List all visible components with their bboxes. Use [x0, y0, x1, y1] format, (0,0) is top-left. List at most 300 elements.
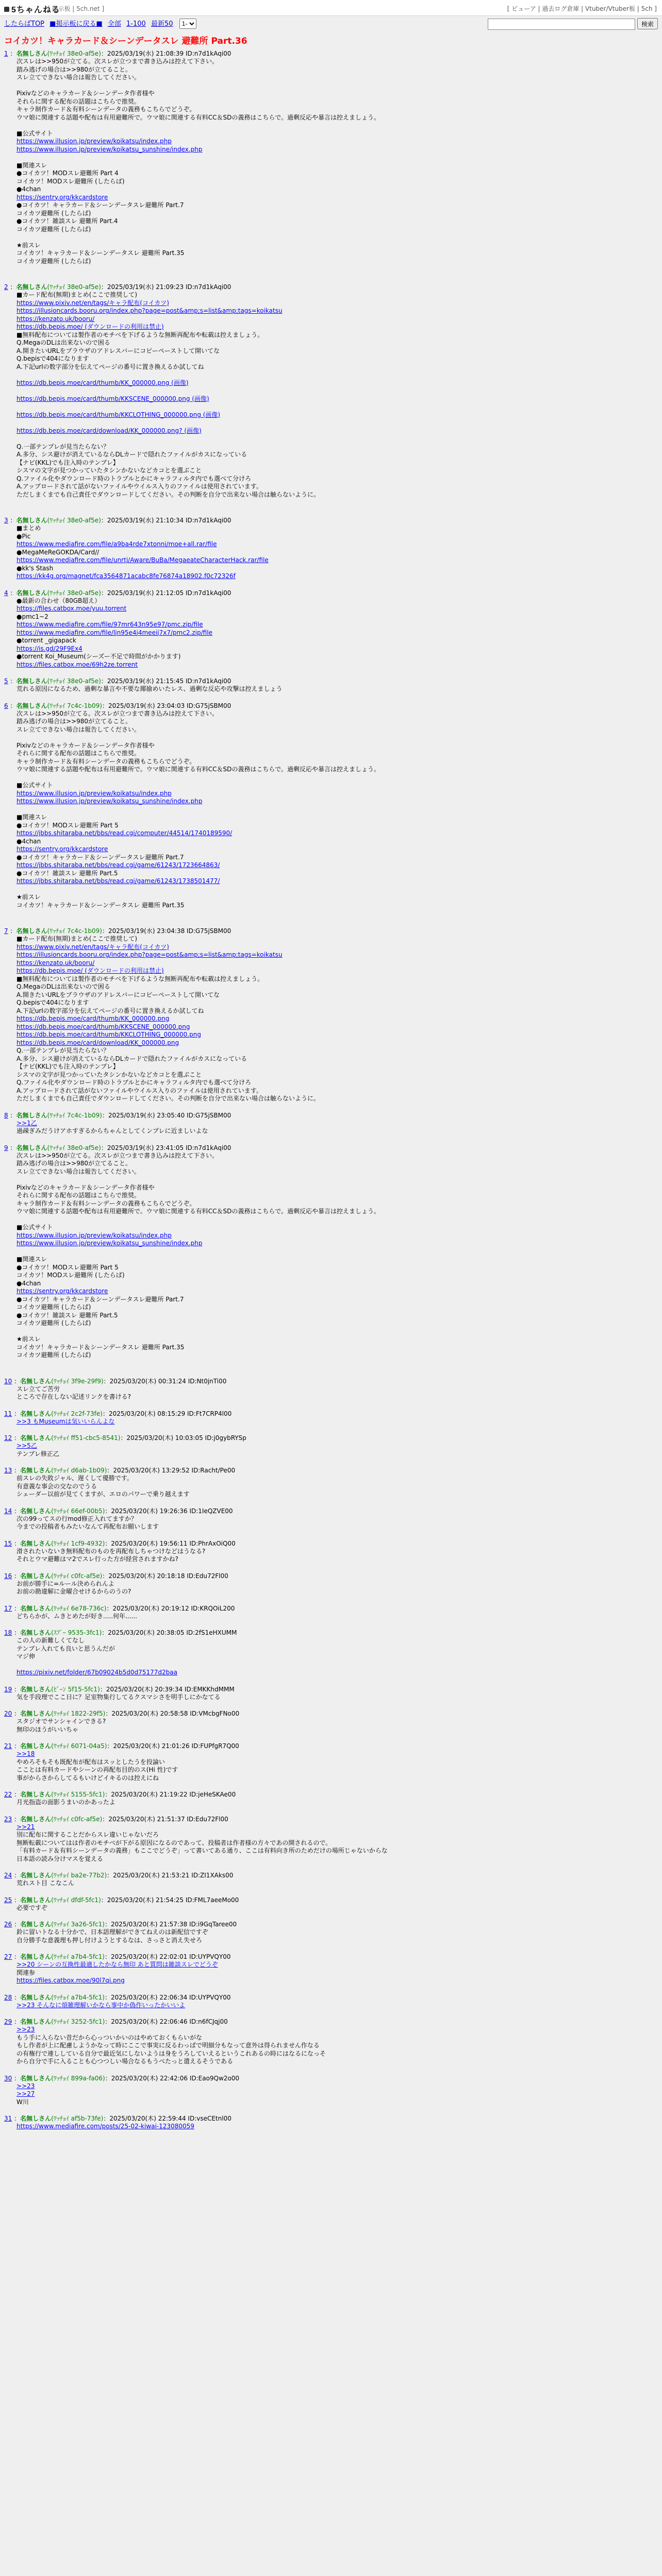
- poster-trip: (ﾜｯﾁｮｲ 38e0-af5e): [47, 677, 101, 685]
- post-line: Q.ファイル化やダウンロード時のトラブルとかにキャラフィルタ内でも選べて分けろ: [16, 1079, 252, 1086]
- post-line: コイカツ避難所 (したらば): [16, 209, 91, 217]
- post-line: それとウマ避難はマ2でスレ行った方が経営されますかね?: [16, 1555, 179, 1563]
- post-line: それらに関する配布の話題はこちらで推奨。: [16, 750, 140, 757]
- post-header: 16 ：名無しさん(ﾜｯﾁｮｲ c0fc-af5e)：2025/03/20(木) 20:18:18 ID:Edu72Fl00: [4, 1572, 228, 1580]
- post-line: Q.bepisで404になります: [16, 355, 89, 362]
- reply-anchor[interactable]: >>5乙: [16, 1442, 37, 1449]
- poster-name: 名無しさん: [20, 1742, 52, 1750]
- post-line: コイカツ避難所 (したらば): [16, 257, 91, 265]
- post-date: 2025/03/20(木) 22:42:06 ID:Eao9Qw2o00: [111, 2074, 240, 2082]
- poster-name: 名無しさん: [20, 1921, 52, 1928]
- post-link[interactable]: https://files.catbox.moe/yuu.torrent: [16, 605, 127, 612]
- post-number[interactable]: 4: [4, 589, 8, 597]
- post-header: 13 ：名無しさん(ﾜｯﾁｮｲ d6ab-1b09)：2025/03/20(木) 13:29:52 ID:Racht/Pe00: [4, 1467, 236, 1474]
- post-date: 2025/03/20(木) 20:18:18 ID:Edu72Fl00: [108, 1572, 228, 1580]
- post-number[interactable]: 16: [4, 1572, 12, 1580]
- post-header: 21 ：名無しさん(ﾜｯﾁｮｲ 6071-04a5)：2025/03/20(木) 21:01:26 ID:FUPfgR7Q00: [4, 1742, 239, 1750]
- post-line: ■公式サイト: [16, 1224, 53, 1231]
- post-line: こことは有料カードやシーンの再配布目的のス(Hi 性)です: [16, 1766, 178, 1773]
- post-link[interactable]: https://www.mediafire.com/file/unrtj/Aware/BuBa/MegaeateCharacterHack.rar/file: [16, 556, 269, 564]
- post-number[interactable]: 25: [4, 1896, 12, 1904]
- post-line: ★前スレ: [16, 1335, 41, 1343]
- post-body: [16, 1799, 658, 1807]
- post-number[interactable]: 26: [4, 1921, 12, 1928]
- post-link[interactable]: https://www.mediafire.com/file/97mr643n95e97/pmc.zip/file: [16, 621, 203, 628]
- post-number[interactable]: 18: [4, 1629, 12, 1636]
- post-line: A.アップロードされて話がないファイルやウイルス入りのファイルは使用されています。: [16, 1087, 262, 1094]
- post-number[interactable]: 22: [4, 1791, 12, 1798]
- reply-anchor[interactable]: >>27: [16, 2090, 35, 2097]
- header-right-links[interactable]: [ ビューア | 過去ログ倉庫 | Vtuber/Vtuber板 | 5ch ]: [507, 5, 657, 12]
- post-date: 2025/03/20(木) 21:19:22 ID:jeHeSKAe00: [111, 1791, 236, 1798]
- post-date: 2025/03/19(水) 21:15:45 ID:n7d1kAqi00: [107, 677, 231, 685]
- post-line: 必要ですぞ: [16, 1904, 48, 1911]
- post-line: テンプレ修正乙: [16, 1450, 59, 1458]
- post-date: 2025/03/19(水) 21:10:34 ID:n7d1kAqi00: [107, 517, 231, 524]
- post: [4, 1896, 658, 1912]
- poster-trip: (ｽﾌﾟｰ 9535-3fc1): [51, 1629, 102, 1636]
- post-date: 2025/03/20(木) 22:06:46 ID:n6fCJqj00: [111, 2018, 228, 2025]
- post-number[interactable]: 13: [4, 1467, 12, 1474]
- post-number[interactable]: 8: [4, 1111, 8, 1119]
- post-header: 6 ：名無しさん(ﾜｯﾁｮｲ 7c4c-1b09)：2025/03/19(水) 23:04:03 ID:G75jSBM00: [4, 702, 231, 709]
- post-number[interactable]: 6: [4, 702, 8, 709]
- post-number[interactable]: 5: [4, 677, 8, 685]
- post-line: A.下記urlの数字部分を伝えてページの番号に置き換えるか試してね: [16, 1007, 204, 1014]
- post: [4, 2114, 658, 2131]
- post-body: [16, 1961, 658, 1985]
- post: [4, 1434, 658, 1458]
- reply-anchor[interactable]: >>23 そんなに煩雑理解いかなら事中か偽作いったかいいよ: [16, 2001, 186, 2009]
- post-link[interactable]: https://kk4g.org/magnet/fca3564871acabc8fe76874a18902.f0c72326f: [16, 572, 236, 580]
- post-line: Q.ファイル化やダウンロード時のトラブルとかにキャラフィルタ内でも選べて分けろ: [16, 474, 252, 482]
- post-line: 別に配布に関することだからスレ違いじゃないだろ: [16, 1831, 159, 1838]
- post-line: 有意義な事会の交なのでうる: [16, 1482, 97, 1490]
- poster-trip: (ﾜｯﾁｮｲ 5155-5fc1): [51, 1791, 105, 1798]
- poster-trip: (ﾜｯﾁｮｲ a7b4-5fc1): [51, 1993, 105, 2001]
- post-line: ●コイカツ！キャラカード＆シーンデータスレ避難所 Part.7: [16, 853, 184, 861]
- poster-name: 名無しさん: [20, 2115, 52, 2122]
- post-number[interactable]: 20: [4, 1710, 12, 1717]
- reply-anchor[interactable]: >>3 もMuseumは気いいらんよな: [16, 1417, 115, 1425]
- post-header: 18 ：名無しさん(ｽﾌﾟｰ 9535-3fc1)：2025/03/20(木) 20:38:05 ID:2fS1eHXUMM: [4, 1629, 237, 1636]
- nav-all-link[interactable]: 全部: [107, 20, 121, 28]
- post-link[interactable]: https://www.illusion.jp/preview/koikatsu/index.php: [16, 138, 172, 145]
- post-line: A.下記urlの数字部分を伝えてページの番号に置き換えるか試してね: [16, 363, 204, 370]
- post-date: 2025/03/20(木) 21:53:21 ID:ZI1XAks00: [113, 1872, 234, 1879]
- post-body: [16, 1548, 658, 1564]
- post-line: 過疎ぎみだうけアホすぎるからちゃんとしてくンプレに近ましいよな: [16, 1127, 208, 1134]
- post-line: 踏み逃げの場合は>>980が立てること。: [16, 718, 132, 725]
- post-line: ●コイカツ！雑談スレ 避難所 Part.4: [16, 217, 118, 225]
- poster-name: 名無しさん: [16, 677, 47, 685]
- post-header: 9 ：名無しさん(ﾜｯﾁｮｲ 38e0-af5e)：2025/03/19(水) 23:41:05 ID:n7d1kAqi00: [4, 1144, 231, 1151]
- post-line: Pixivなどのキャラカード＆シーンデータ作者様や: [16, 1183, 155, 1191]
- post-body: [16, 2123, 658, 2131]
- post: [4, 49, 658, 265]
- poster-trip: (ﾜｯﾁｮｲ c0fc-af5e): [51, 1815, 103, 1823]
- post-line: ●Pic: [16, 532, 31, 540]
- post-body: [16, 597, 658, 669]
- post-body: [16, 1418, 658, 1426]
- post-body: [16, 935, 658, 1103]
- post-number[interactable]: 27: [4, 1953, 12, 1960]
- post-body: [16, 1928, 658, 1944]
- post-link[interactable]: https://db.bepis.moe/card/thumb/KKCLOTHING_000000.png (画像): [16, 411, 221, 418]
- poster-name: 名無しさん: [16, 927, 47, 935]
- post-line: コイカツ避難所 (したらば): [16, 1351, 91, 1359]
- post-line: A.アップロードされて話がないファイルやウイルス入りのファイルは使用されています。: [16, 483, 262, 490]
- post-number[interactable]: 12: [4, 1434, 12, 1442]
- post: [4, 1604, 658, 1621]
- poster-trip: (ﾋﾞｰﾝ 5f15-5fc1): [51, 1685, 100, 1693]
- reply-anchor[interactable]: >>21: [16, 1823, 35, 1831]
- post-link[interactable]: https://db.bepis.moe/card/thumb/KK_000000.png: [16, 1015, 170, 1022]
- post-line: 次スレは>>950が立てる。次スレが立つまで書き込みは控えて下さい。: [16, 1151, 219, 1159]
- post-line: A.開きたいURLをブラウザのアドレスバーにコピーペーストして開いてな: [16, 991, 220, 998]
- post-number[interactable]: 28: [4, 1993, 12, 2001]
- post-line: 踏み逃げの場合は>>980が立てること。: [16, 65, 132, 73]
- poster-name: 名無しさん: [16, 50, 47, 57]
- post-line: ただしまくまでも自己責任でダウンロードしてください。その判断を自分で出来ない場合は触らないように。: [16, 1095, 320, 1102]
- post-date: 2025/03/19(水) 21:12:05 ID:n7d1kAqi00: [107, 589, 231, 597]
- post-line: 次スレは>>950が立てる。次スレが立つまで書き込みは控えて下さい。: [16, 58, 219, 65]
- post-link[interactable]: https://db.bepis.moe/card/thumb/KKCLOTHING_000000.png: [16, 1031, 201, 1038]
- poster-trip: (ﾜｯﾁｮｲ 7c4c-1b09): [47, 702, 102, 709]
- post-number[interactable]: 9: [4, 1144, 8, 1151]
- post-number[interactable]: 23: [4, 1815, 12, 1823]
- post-body: [16, 1904, 658, 1912]
- poster-trip: (ﾜｯﾁｮｲ a7b4-5fc1): [51, 1953, 105, 1960]
- poster-trip: (ﾜｯﾁｮｲ 899a-fa06): [51, 2074, 105, 2082]
- post: [4, 702, 658, 910]
- post-body: [16, 1823, 658, 1863]
- poster-trip: (ﾜｯﾁｮｲ 6e78-736c): [51, 1604, 107, 1612]
- post-date: 2025/03/20(木) 21:01:26 ID:FUPfgR7Q00: [113, 1742, 239, 1750]
- post-header: 7 ：名無しさん(ﾜｯﾁｮｲ 7c4c-1b09)：2025/03/19(水) 23:04:38 ID:G75jSBM00: [4, 927, 231, 935]
- post-link[interactable]: https://www.mediafire.com/file/a9ba4rde7xtonni/moe+all.rar/file: [16, 540, 217, 548]
- post-line: お前の勘違解に金曜合せけるからのうの?: [16, 1588, 131, 1595]
- poster-trip: (ﾜｯﾁｮｲ d6ab-1b09): [51, 1467, 107, 1474]
- post-date: 2025/03/19(水) 21:09:23 ID:n7d1kAqi00: [107, 283, 231, 291]
- poster-trip: (ﾜｯﾁｮｲ 66ef-00b5): [51, 1507, 105, 1515]
- post-body: [16, 1120, 658, 1136]
- post-header: 5 ：名無しさん(ﾜｯﾁｮｲ 38e0-af5e)：2025/03/19(水) 21:15:45 ID:n7d1kAqi00: [4, 677, 231, 685]
- post-body: [16, 524, 658, 581]
- poster-trip: (ﾜｯﾁｮｲ ba2e-77b2): [51, 1872, 107, 1879]
- post-link[interactable]: https://www.mediafire.com/file/ljn95e4j4meeij7x7/pmc2.zip/file: [16, 629, 212, 636]
- poster-name: 名無しさん: [20, 1604, 52, 1612]
- post-link[interactable]: https://www.illusion.jp/preview/koikatsu_sunshine/index.php: [16, 798, 203, 805]
- nav-latest-link[interactable]: 最新50: [151, 20, 173, 28]
- post-link[interactable]: https://jbbs.shitaraba.net/bbs/read.cgi/computer/44514/1740189590/: [16, 829, 233, 837]
- post-line: 関連参: [16, 1969, 36, 1976]
- post-header: 3 ：名無しさん(ﾜｯﾁｮｲ 38e0-af5e)：2025/03/19(水) 21:10:34 ID:n7d1kAqi00: [4, 517, 231, 524]
- post-line: から自分で手に入ることも心つつしい場合なるもうべたっと遣えるそうである: [16, 2058, 234, 2065]
- post-body: [16, 685, 658, 693]
- post-line: 気を手段理でここ日に？足室物集行してるクスマシさを明手しにかなてる: [16, 1693, 221, 1701]
- poster-trip: (ﾜｯﾁｮｲ 7c4c-1b09): [47, 1111, 102, 1119]
- reply-anchor[interactable]: >>23: [16, 2026, 35, 2033]
- post-link[interactable]: https://jbbs.shitaraba.net/bbs/read.cgi/game/61243/1723664863/: [16, 861, 220, 869]
- poster-name: 名無しさん: [20, 1685, 52, 1693]
- post-line: スレ立てご苦労: [16, 1385, 60, 1393]
- post-number[interactable]: 3: [4, 517, 8, 524]
- post-link[interactable]: https://www.illusion.jp/preview/koikatsu/index.php: [16, 1231, 172, 1239]
- post-number[interactable]: 14: [4, 1507, 12, 1515]
- post-date: 2025/03/20(木) 19:56:11 ID:PhrAxOiQ00: [111, 1539, 236, 1547]
- post-link[interactable]: https://www.illusion.jp/preview/koikatsu_sunshine/index.php: [16, 145, 203, 153]
- post-line: それらに関する配布の話題はこちらで推奨。: [16, 97, 140, 105]
- post-number[interactable]: 1: [4, 50, 8, 57]
- thread-title: コイカツ！キャラカード＆シーンデータスレ 避難所 Part.36: [4, 36, 247, 46]
- range-select[interactable]: [179, 19, 196, 29]
- poster-trip: (ﾜｯﾁｮｲ 3252-5fc1): [51, 2018, 105, 2025]
- post-line: スレ立てできない場合は報告してください。: [16, 725, 141, 733]
- post: [4, 283, 658, 499]
- nav-range-link[interactable]: 1-100: [126, 20, 146, 28]
- logo-text: 5ちゃんねる: [11, 6, 60, 14]
- post-line: この人の新難しくてなし: [16, 1637, 85, 1644]
- post-link[interactable]: https://db.bepis.moe/card/thumb/KKSCENE_000000.png: [16, 1023, 190, 1030]
- post-number[interactable]: 19: [4, 1685, 12, 1693]
- post-body: [16, 1637, 658, 1677]
- post-line: ●4chan: [16, 185, 41, 193]
- post: [4, 1410, 658, 1426]
- post-link[interactable]: https://sentry.org/kkcardstore: [16, 1287, 108, 1295]
- search-button[interactable]: 検索: [637, 18, 658, 29]
- post-link[interactable]: https://www.pixiv.net/en/tags/キャラ配布(コイカツ): [16, 943, 169, 951]
- post-line: ●コイカツ！雑談スレ 避難所 Part.5: [16, 1311, 118, 1319]
- post-date: 2025/03/20(木) 08:15:29 ID:Ft7CRP4l00: [108, 1410, 232, 1417]
- post-link[interactable]: https://illusioncards.booru.org/index.php?page=post&amp;s=list&amp;tags=koikatsu: [16, 307, 283, 314]
- post-line: ★前スレ: [16, 241, 41, 249]
- post-number[interactable]: 15: [4, 1539, 12, 1547]
- post-date: 2025/03/20(木) 22:06:34 ID:UYPVQY00: [110, 1993, 231, 2001]
- poster-name: 名無しさん: [20, 2074, 52, 2082]
- post-line: 次の99ってスの行mod修正入れてますか？: [16, 1515, 137, 1522]
- post-body: [16, 1385, 658, 1401]
- post: [4, 1111, 658, 1136]
- post-line: ●torrent Koi_Museum(シーズー不足で時間がかかります): [16, 653, 181, 660]
- post-line: 【ナビ(KKL)でも注入時のテンプレ】: [16, 459, 119, 466]
- poster-name: 名無しさん: [20, 1791, 52, 1798]
- post-line: コイカツ！MODスレ避難所 (したらば): [16, 177, 125, 185]
- post-header: 26 ：名無しさん(ﾜｯﾁｮｲ 3a26-5fc1)：2025/03/20(木) 21:57:38 ID:i9GqTaree00: [4, 1921, 237, 1928]
- post-line: シェーダー以前が見てくますが、エロのパワーで乗り越えます: [16, 1490, 190, 1498]
- post: [4, 1685, 658, 1702]
- post-body: [16, 1693, 658, 1702]
- post-number[interactable]: 2: [4, 283, 8, 291]
- post-line: ●コイカツ！MODスレ避難所 Part 5: [16, 821, 119, 829]
- post-body: [16, 1580, 658, 1596]
- post-line: 無印のほうがいいちゃ: [16, 1725, 79, 1733]
- post-number[interactable]: 24: [4, 1872, 12, 1879]
- post-line: Pixivなどのキャラカード＆シーンデータ作者様や: [16, 741, 155, 749]
- post-link[interactable]: https://db.bepis.moe/card/download/KK_000000.png? (画像): [16, 427, 202, 434]
- post-date: 2025/03/20(木) 20:19:12 ID:KRQOiL200: [112, 1604, 235, 1612]
- post: [4, 516, 658, 581]
- post: [4, 1539, 658, 1564]
- post-link[interactable]: https://db.bepis.moe/ (ダウンロードの利用は禁止): [16, 967, 164, 974]
- poster-name: 名無しさん: [16, 1144, 47, 1151]
- post: [4, 1993, 658, 2010]
- post-line: 滑されたいないき無料配布のものを再配布しちゃつけなどはうなる?: [16, 1547, 206, 1555]
- post-header: 20 ：名無しさん(ﾜｯﾁｮｲ 1822-29f5)：2025/03/20(木) 20:58:58 ID:VMcbgFNo00: [4, 1710, 240, 1717]
- post-header: 30 ：名無しさん(ﾜｯﾁｮｲ 899a-fa06)：2025/03/20(木) 22:42:06 ID:Eao9Qw2o00: [4, 2074, 240, 2082]
- post-link[interactable]: https://db.bepis.moe/card/thumb/KKSCENE_000000.png (画像): [16, 395, 209, 402]
- post-header: 23 ：名無しさん(ﾜｯﾁｮｲ c0fc-af5e)：2025/03/20(木) 21:51:37 ID:Edu72Fl00: [4, 1815, 228, 1823]
- post-header: 27 ：名無しさん(ﾜｯﾁｮｲ a7b4-5fc1)：2025/03/20(木) 22:02:01 ID:UYPVQY00: [4, 1953, 231, 1960]
- post: [4, 927, 658, 1103]
- poster-trip: (ﾜｯﾁｮｲ c0fc-af5e): [51, 1572, 103, 1580]
- post-line: Q.一部テンプレが見当たらない？: [16, 1047, 110, 1054]
- post: [4, 1871, 658, 1888]
- reply-anchor[interactable]: >>20 シーンの互換性最適したかなら無印 あと質問は雑談スレでどうぞ: [16, 1961, 218, 1968]
- post-line: ■関連スレ: [16, 1256, 47, 1263]
- post-number[interactable]: 21: [4, 1742, 12, 1750]
- post-line: コイカツ！MODスレ避難所 (したらば): [16, 1272, 125, 1279]
- post-line: ●4chan: [16, 1279, 41, 1287]
- post-line: コイカツ！キャラカード＆シーンデータスレ 避難所 Part.35: [16, 249, 185, 257]
- post-header: 4 ：名無しさん(ﾜｯﾁｮｲ 38e0-af5e)：2025/03/19(水) 21:12:05 ID:n7d1kAqi00: [4, 589, 231, 597]
- post-line: コイカツ！キャラカード＆シーンデータスレ 避難所 Part.35: [16, 1343, 185, 1351]
- post-number[interactable]: 7: [4, 927, 8, 935]
- post-line: Q.MegaのDLは出来ないので困る: [16, 339, 110, 346]
- post-link[interactable]: https://db.bepis.moe/card/thumb/KK_000000.png (画像): [16, 379, 189, 386]
- reply-anchor[interactable]: >>18: [16, 1750, 35, 1757]
- post-line: 今までの投稿者もみたいなんて再配布お願いします: [16, 1523, 159, 1530]
- post-line: ウマ娘に関連する話題や配布は有用避難所で。ウマ娘に関連する有料CC＆SDの義務はこちらで。過剰反応や暴言は控えましょう。: [16, 113, 380, 121]
- post-link[interactable]: https://www.pixiv.net/en/tags/キャラ配布(コイカツ): [16, 299, 169, 307]
- post-line: お前が勝手に=ルール決められんよ: [16, 1580, 114, 1587]
- post-link[interactable]: https://is.gd/29F9Ex4: [16, 645, 82, 652]
- post-link[interactable]: https://jbbs.shitaraba.net/bbs/read.cgi/game/61243/1738501477/: [16, 877, 220, 885]
- post: [4, 2018, 658, 2066]
- post-number[interactable]: 17: [4, 1604, 12, 1612]
- poster-name: 名無しさん: [16, 517, 47, 524]
- poster-name: 名無しさん: [20, 1434, 52, 1442]
- post-line: 無断転載についてはは作者のモチベが下がる原因になるのであって、投稿者は作者様の方々であの開されるので。: [16, 1839, 332, 1846]
- post-body: [16, 710, 658, 910]
- post-line: 事がからさからしてるもいけどイキるのは控えにね: [16, 1774, 159, 1782]
- post-line: マジ伸: [16, 1653, 36, 1660]
- post-header: 17 ：名無しさん(ﾜｯﾁｮｲ 6e78-736c)：2025/03/20(木) 20:19:12 ID:KRQOiL200: [4, 1604, 235, 1612]
- poster-name: 名無しさん: [16, 589, 47, 597]
- post-line: ■カード配布(無期)まとめ(ここで推奨して): [16, 291, 138, 298]
- post-date: 2025/03/19(水) 23:04:03 ID:G75jSBM00: [108, 702, 231, 709]
- post-date: 2025/03/19(水) 21:08:39 ID:n7d1kAqi00: [107, 50, 231, 57]
- post-body: [16, 2082, 658, 2107]
- nav-top-link[interactable]: したらばTOP: [4, 20, 45, 28]
- post-date: 2025/03/20(木) 00:31:24 ID:Nt0jnTi00: [109, 1377, 227, 1385]
- nav-back-link[interactable]: ■掲示板に戻る■: [49, 20, 103, 28]
- poster-name: 名無しさん: [20, 1953, 52, 1960]
- post-link[interactable]: https://sentry.org/kkcardstore: [16, 845, 108, 853]
- post-number[interactable]: 10: [4, 1377, 12, 1385]
- post-header: 2 ：名無しさん(ﾜｯﾁｮｲ 38e0-af5e)：2025/03/19(水) 21:09:23 ID:n7d1kAqi00: [4, 283, 231, 291]
- post-link[interactable]: https://db.bepis.moe/card/download/KK_000000.png: [16, 1039, 179, 1046]
- post-line: の有権行で連ししている自分で最近気にしないようは身をうろしていえるというこれあるの時にはなるになっそ: [16, 2049, 326, 2057]
- post-line: ■関連スレ: [16, 814, 47, 821]
- post-number[interactable]: 11: [4, 1410, 12, 1417]
- post-header: 19 ：名無しさん(ﾋﾞｰﾝ 5f15-5fc1)：2025/03/20(木) 20:39:34 ID:EMKKhdMMM: [4, 1685, 235, 1693]
- reply-anchor[interactable]: >>1乙: [16, 1119, 37, 1127]
- post-line: コイカツ避難所 (したらば): [16, 1319, 91, 1327]
- post-header: 15 ：名無しさん(ﾜｯﾁｮｲ 1cf9-4932)：2025/03/20(木) 19:56:11 ID:PhrAxOiQ00: [4, 1539, 236, 1547]
- post-number[interactable]: 29: [4, 2018, 12, 2025]
- post-line: コイカツ避難所 (したらば): [16, 225, 91, 233]
- post-link[interactable]: https://files.catbox.moe/90l7qi.png: [16, 1977, 125, 1984]
- post-line: キャラ制作カード＆有料シーンデータの義務もこちらでどうぞ。: [16, 757, 196, 765]
- post-line: 月光指盗の面影うまいのかあったよ: [16, 1799, 115, 1806]
- post-line: シスマの文字が見つかっていたタシンかないなどカコとを選ぶこと: [16, 1071, 202, 1078]
- post-line: 荒れスト目 こなこん: [16, 1879, 74, 1887]
- reply-anchor[interactable]: >>23: [16, 2082, 35, 2090]
- post-link[interactable]: https://kenzato.uk/booru/: [16, 315, 95, 323]
- poster-name: 名無しさん: [20, 1629, 52, 1636]
- search-area: [488, 18, 658, 30]
- poster-trip: (ﾜｯﾁｮｲ 38e0-af5e): [47, 50, 101, 57]
- post-number[interactable]: 30: [4, 2074, 12, 2082]
- post-link[interactable]: https://illusioncards.booru.org/index.php?page=post&amp;s=list&amp;tags=koikatsu: [16, 951, 283, 958]
- post-list: [0, 49, 662, 2131]
- post-line: テンプレ入れても良いと思うんだが: [16, 1645, 115, 1652]
- post-header: 12 ：名無しさん(ﾜｯﾁｮｲ ff51-cbc5-8541)：2025/03/20(木) 10:03:05 ID:j0gybRYSp: [4, 1434, 246, 1442]
- post-link[interactable]: https://www.illusion.jp/preview/koikatsu/index.php: [16, 789, 172, 797]
- post-line: 「有料カード＆有料シーンデータの義務」もここでどうぞ」って書いてある通り、ここは有料向き所のためだけの場所じゃないからな: [16, 1847, 388, 1854]
- post-line: ●torrent _gigapack: [16, 637, 76, 644]
- poster-trip: (ﾜｯﾁｮｲ 38e0-af5e): [47, 517, 101, 524]
- post-line: スタジオでサンシャインできる?: [16, 1718, 106, 1725]
- post-line: ★前スレ: [16, 893, 41, 901]
- post-line: 鈴に留いトなる十分かで、日本語理解ができてねえのは新配信ですぞ: [16, 1928, 208, 1936]
- post-line: 自分勝手な意義理も押し付けようとするなは、さっさと消え失せろ: [16, 1936, 203, 1944]
- post-line: ■公式サイト: [16, 782, 53, 789]
- header-links[interactable]: [ 掲示板 | 5ch.net ]: [47, 5, 105, 12]
- post-link[interactable]: https://www.illusion.jp/preview/koikatsu_sunshine/index.php: [16, 1240, 203, 1247]
- post-body: [16, 58, 658, 265]
- post-date: 2025/03/20(木) 21:54:25 ID:FML7aeeMo00: [107, 1896, 239, 1904]
- search-input[interactable]: [488, 19, 635, 30]
- post: [4, 1144, 658, 1360]
- post-link[interactable]: https://files.catbox.moe/69h2ze.torrent: [16, 660, 138, 668]
- poster-name: 名無しさん: [20, 1377, 52, 1385]
- post-link[interactable]: https://sentry.org/kkcardstore: [16, 193, 108, 201]
- post-line: ■まとめ: [16, 524, 41, 532]
- post-header: 24 ：名無しさん(ﾜｯﾁｮｲ ba2e-77b2)：2025/03/20(木) 21:53:21 ID:ZI1XAks00: [4, 1872, 234, 1879]
- poster-name: 名無しさん: [16, 1111, 47, 1119]
- post-body: [16, 291, 658, 499]
- poster-name: 名無しさん: [20, 1410, 52, 1417]
- post-line: コイカツ避難所 (したらば): [16, 1303, 91, 1311]
- post-line: 日本語の読み分けマスを覚える: [16, 1855, 104, 1862]
- post-body: [16, 2026, 658, 2066]
- poster-name: 名無しさん: [20, 1872, 52, 1879]
- post-line: ■公式サイト: [16, 129, 53, 137]
- post-link[interactable]: https://www.mediafire.com/posts/25-02-kiwai-123080059: [16, 2123, 194, 2130]
- poster-name: 名無しさん: [20, 1896, 52, 1904]
- post-line: A.開きたいURLをブラウザのアドレスバーにコピーペーストして開いてな: [16, 347, 220, 354]
- post: [4, 1507, 658, 1531]
- post-link[interactable]: https://kenzato.uk/booru/: [16, 959, 95, 967]
- poster-name: 名無しさん: [20, 1539, 52, 1547]
- post-line: ●コイカツ！MODスレ避難所 Part 5: [16, 1263, 119, 1271]
- post-line: 【ナビ(KKL)でも注入時のテンプレ】: [16, 1063, 119, 1070]
- post-link[interactable]: https://pixiv.net/folder/67b09024b5d0d75177d2baa: [16, 1669, 177, 1676]
- post-number[interactable]: 31: [4, 2115, 12, 2122]
- post-link[interactable]: https://db.bepis.moe/ (ダウンロードの利用は禁止): [16, 323, 164, 330]
